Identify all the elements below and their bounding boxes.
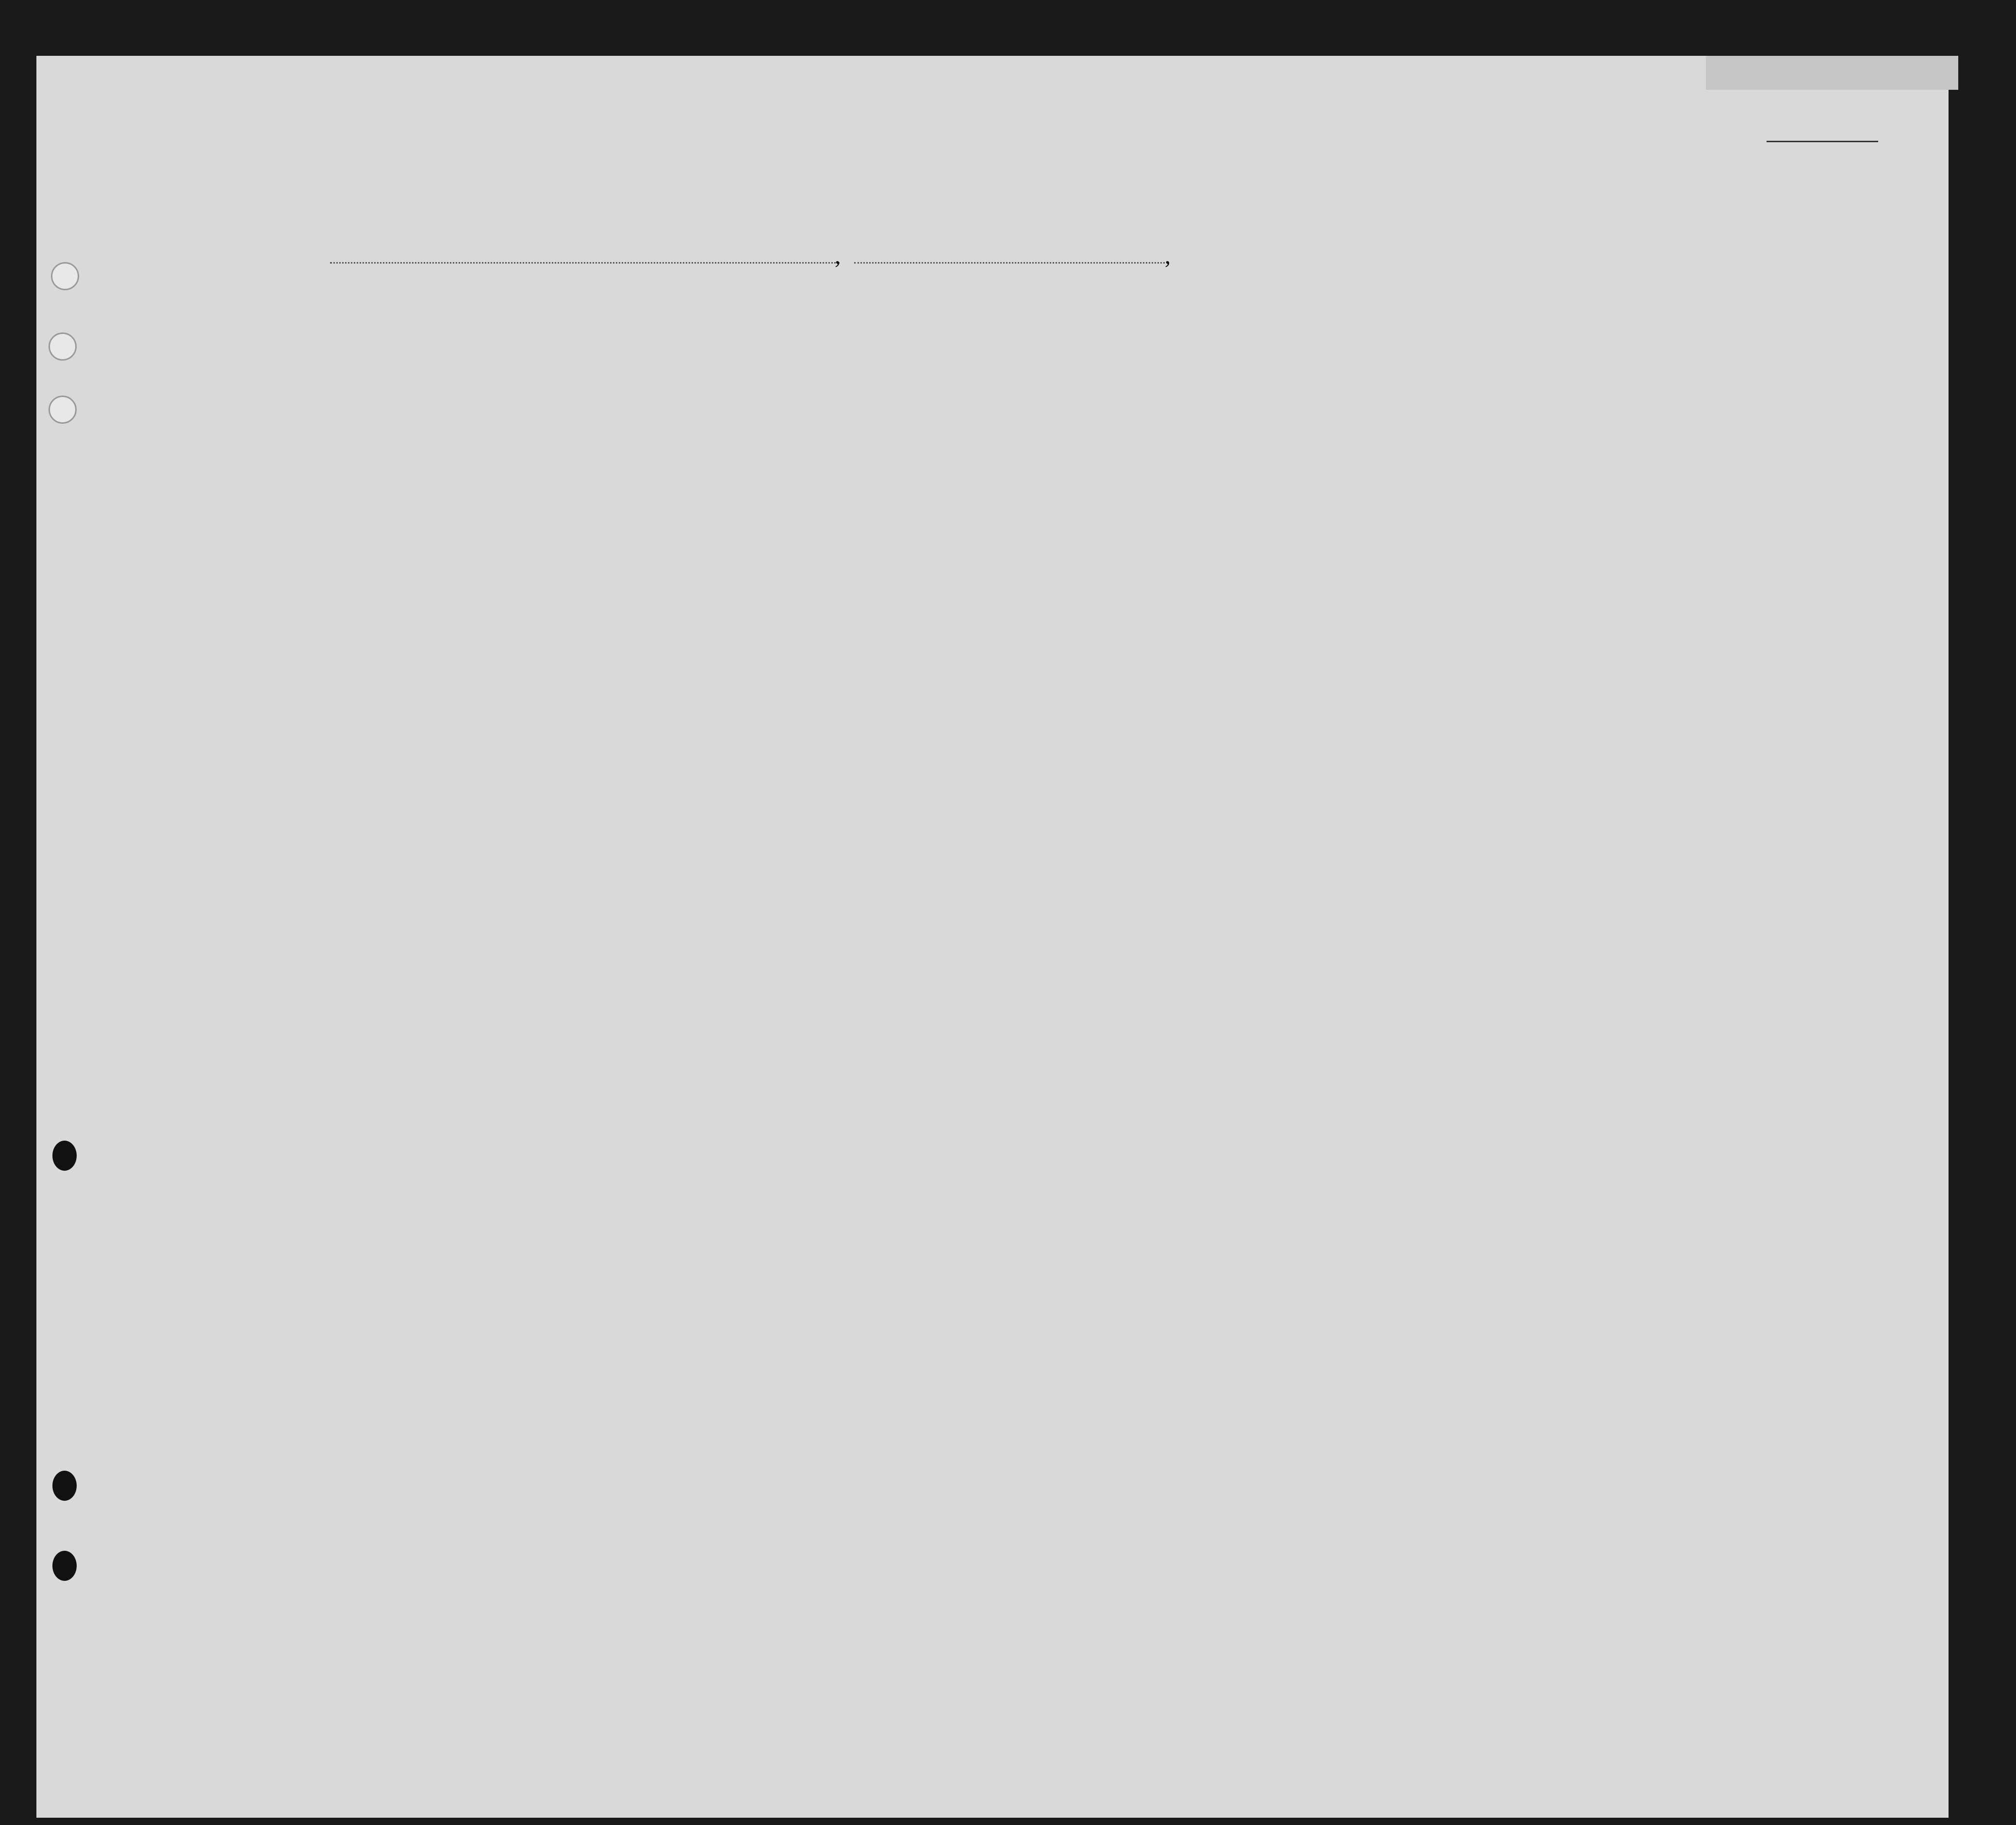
header-inches bbox=[1630, 422, 1644, 456]
header-money bbox=[685, 320, 705, 451]
date-dotline bbox=[854, 262, 1165, 264]
header-q28 bbox=[1352, 335, 1405, 451]
list-underline bbox=[1767, 141, 1878, 142]
header-purpose-return bbox=[1145, 354, 1182, 451]
punch-hole bbox=[52, 1141, 77, 1171]
punch-hole bbox=[49, 332, 77, 361]
header-q31 bbox=[1473, 335, 1495, 451]
manifest-sheet bbox=[36, 56, 1949, 1818]
header-feet bbox=[1605, 427, 1620, 456]
punch-hole bbox=[51, 262, 79, 290]
header-polygamist bbox=[1298, 340, 1318, 451]
punch-hole bbox=[52, 1551, 77, 1581]
comma-sep: , bbox=[835, 243, 841, 269]
header-prison bbox=[1264, 340, 1293, 451]
header-anarchist bbox=[1325, 340, 1344, 451]
port-dotline bbox=[330, 262, 840, 264]
punch-hole bbox=[49, 396, 77, 424]
comma-sep-2: , bbox=[1165, 243, 1171, 269]
header-purpose-citizen bbox=[1223, 354, 1259, 451]
header-q29 bbox=[1407, 335, 1446, 451]
sheet-fold bbox=[1706, 56, 1958, 90]
header-ticket bbox=[558, 320, 578, 451]
header-purpose-length bbox=[1184, 354, 1221, 451]
punch-hole bbox=[52, 1471, 77, 1501]
header-q30 bbox=[1449, 335, 1471, 451]
